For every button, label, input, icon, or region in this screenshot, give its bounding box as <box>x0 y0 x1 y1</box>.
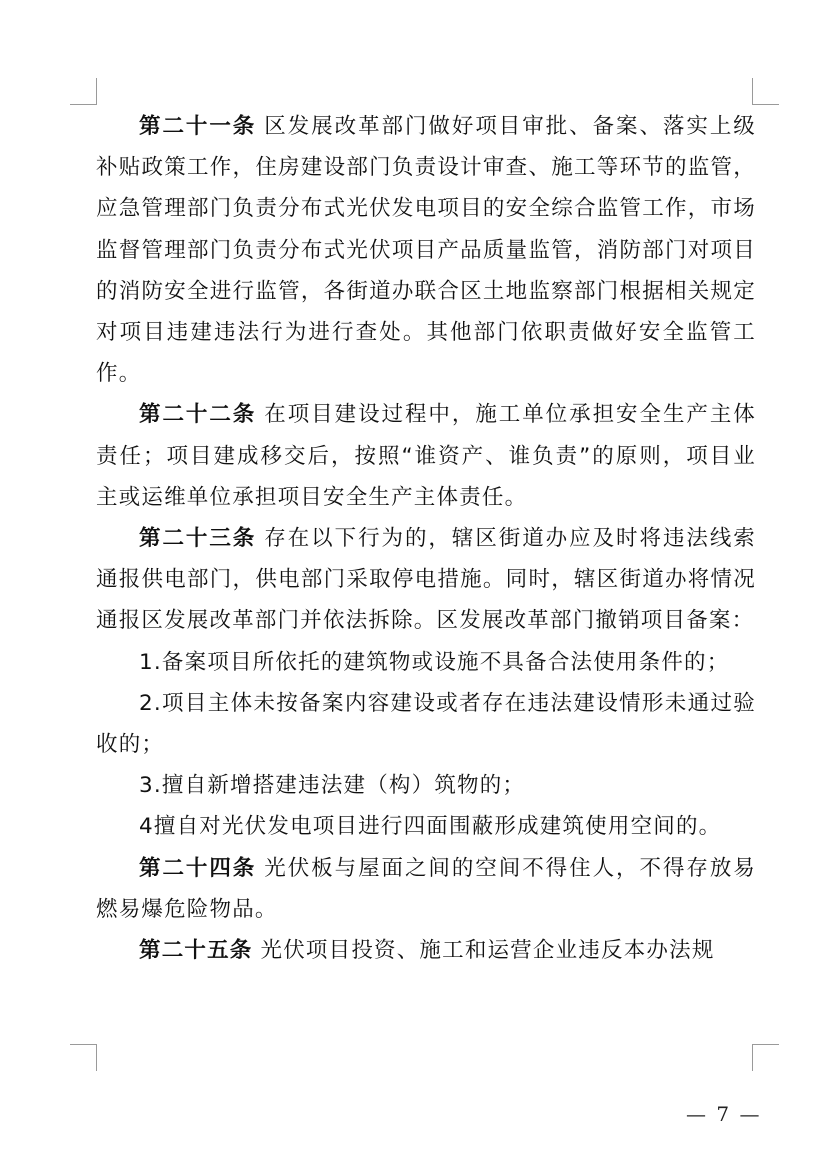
crop-mark-top-left <box>70 78 97 105</box>
list-item: 3.擅自新增搭建违法建（构）筑物的； <box>139 773 526 799</box>
crop-mark-bottom-left <box>70 1044 97 1071</box>
article-number: 第二十三条 <box>139 526 257 552</box>
article-25 <box>96 930 756 971</box>
article-23 <box>96 518 756 642</box>
page-number: — 7 — <box>686 1102 762 1126</box>
article-text: 光伏项目投资、施工和运营企业违反本办法规 <box>260 938 715 964</box>
list-item: 4擅自对光伏发电项目进行四面围蔽形成建筑使用空间的。 <box>139 814 722 840</box>
article-number: 第二十五条 <box>139 938 253 964</box>
article-24 <box>96 848 756 930</box>
document-body <box>96 106 756 971</box>
article-number: 第二十一条 <box>139 114 257 139</box>
article-number: 第二十二条 <box>139 402 257 428</box>
article-22 <box>96 394 756 518</box>
article-text: 光伏板与屋面之间的空间不得住人，不得存放易燃易爆危险物品。 <box>96 855 756 922</box>
list-item: 2.项目主体未按备案内容建设或者存在违法建设情形未通过验收的； <box>96 690 756 758</box>
article-number: 第二十四条 <box>139 855 257 881</box>
article-text: 区发展改革部门做好项目审批、备案、落实上级补贴政策工作，住房建设部门负责设计审查、施工等环节的监管，应急管理部门负责分布式光伏发电项目的安全综合监管工作，市场监督管理部门负责分布式光伏项目产品质量监管，消防部门对项目的消防安全进行监管，各街道办联合区土地监察部门根据相关规定对项目违建违法行为进行查处。其他部门依职责做好安全监管工作。 <box>96 114 756 387</box>
crop-mark-top-right <box>752 78 779 105</box>
article-text: 在项目建设过程中，施工单位承担安全生产主体责任；项目建成移交后，按照“谁资产、谁负责”的原则，项目业主或运维单位承担项目安全生产主体责任。 <box>96 402 756 510</box>
article-text: 存在以下行为的，辖区街道办应及时将违法线索通报供电部门，供电部门采取停电措施。同时，辖区街道办将情况通报区发展改革部门并依法拆除。区发展改革部门撤销项目备案： <box>96 526 756 634</box>
list-item: 1.备案项目所依托的建筑物或设施不具备合法使用条件的； <box>139 649 730 675</box>
crop-mark-bottom-right <box>752 1044 779 1071</box>
article-21 <box>96 106 756 394</box>
